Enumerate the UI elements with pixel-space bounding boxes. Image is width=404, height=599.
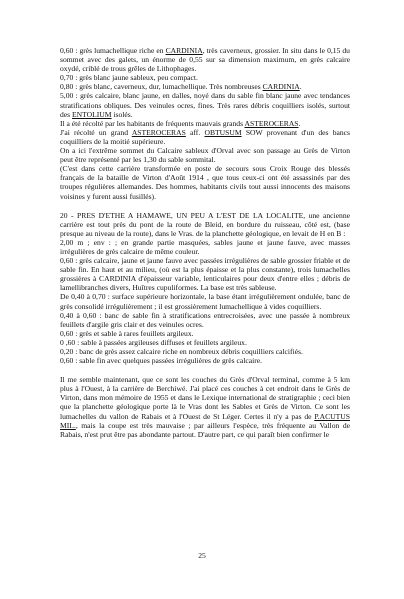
paragraph: 0,20 : banc de grès assez calcaire riche en nombreux débris coquilliers calcifiés. xyxy=(60,347,303,356)
paragraph: Il me semble maintenant, que ce sont les couches du Grès d'Orval terminal, comme à 5 km plus à l'Ouest, à la carrière de Berchiwé. J'ai placé ces couches à cet endroit dans le Grès de Virton, dans mon mémoire de 1955 et dans le Lexique international de stratigraphie ; ceci bien que la planchette géologique porte là le Vras dont les Sables et Grès de Virton. Ce sont les lumachelles du vallon de Rabais et à l'Ouest de St Léger. Certes il n'y a pas de P.ACUTUS MIL., mais la coupe est très mauvaise ; par ailleurs l'espèce, très fréquente au Vallon de Rabais, n'est prut être pas abondante partout. D'autre part, ce qui paraît bien confirmer le xyxy=(60,375,350,439)
paragraph: 2,00 m ; env : ; en grande partie masquées, sables jaune et jaune fauve, avec masses irrégulières de grès calcaire de même couleur. xyxy=(60,237,350,256)
paragraph: J'ai récolté un grand ASTEROCERAS aff. OBTUSUM SOW provenant d'un des bancs coquilliers de la moitié supérieure. xyxy=(60,127,350,146)
paragraph: 0 ,60 : sable à passées argileuses diffuses et feuillets argileux. xyxy=(60,337,247,347)
taxon-name: OBTUSUM xyxy=(204,127,242,137)
paragraph: 0,60 : sable fin avec quelques passées irrégulières de grès calcaire. xyxy=(60,356,262,366)
paragraph: (C'est dans cette carrière transformée en poste de secours sous Croix Rouge des blessés français de la bataille de Virton d'Août 1914 , que tous ceux-ci ont été assassinés par des troupes régulières allemandes. Des hommes, habitants civils tout aussi innocents des maisons voisines y furent aussi fusillés). xyxy=(60,164,350,201)
taxon-name: CARDINIA xyxy=(262,82,300,92)
paragraph: 0,80 : grès blanc, caverneux, dur, lumachellique. Très nombreuses CARDINIA. xyxy=(60,82,302,92)
taxon-name: P.ACUTUS MIL. xyxy=(60,411,350,430)
paragraph: 0,40 à 0,60 : banc de sable fin à stratifications entrecroisées, avec une passée à nombreux feuillets d'argile gris clair et des veinules ocres. xyxy=(60,310,350,329)
spacer xyxy=(60,201,350,211)
spacer xyxy=(60,365,350,375)
paragraph: On a ici l'extrême sommet du Calcaire sableux d'Orval avec son passage au Grès de Virton peut être représenté par les 1,30 du sable sommital. xyxy=(60,146,350,165)
taxon-name: CARDINIA xyxy=(165,46,203,55)
taxon-name: ASTEROCERAS xyxy=(244,118,299,128)
paragraph: De 0,40 à 0,70 : surface supérieure horizontale, la base étant irrégulièrement ondulée, banc de grès consolidé irrégulièrement ; il est grossièrement lumachellique à vides coquilliers. xyxy=(60,292,350,311)
paragraph: 0,60 : grès lumachellique riche en CARDINIA, très caverneux, grossier. In situ dans le 0,15 du sommet avec des galets, un énorme de 0,55 sur sa dimension maximum, en grès calcaire oxydé, criblé de trous grêles de Lithophages. xyxy=(60,46,350,74)
text-column xyxy=(60,46,350,439)
taxon-name: ENTOLIUM xyxy=(72,109,112,119)
paragraph: 0,60 : grès et sable à rares feuillets argileux. xyxy=(60,328,194,338)
section-heading-paragraph: 20 - PRES D'ETHE A HAMAWE, UN PEU A L'EST DE LA LOCALITE, une ancienne carrière est tout près du pont de la route de Bleid, en bordure du ruisseau, côté est, (base presque au niveau de la route), dans le Vras. de la planchette géologique, en levait de H en B : xyxy=(60,210,350,238)
paragraph: 0,60 : grès calcaire, jaune et jaune fauve avec passées irrégulières de sable grossier friable et de sable fin. En haut et au milieu, (où est la plus épaisse et la plus constante), trois lumachelles grossières à CARDINIA d'épaisseur variable, lenticulaires pour deux d'entre elles ; débris de lamellibranches divers, Huîtres cupuliformes. La base est très sableuse. xyxy=(60,256,350,293)
page-number: 25 xyxy=(198,551,206,560)
paragraph: 0,70 : grès blanc jaune sableux, peu compact. xyxy=(60,73,198,83)
paragraph: 5,00 : grès calcaire, blanc jaune, en dalles, noyé dans du sable fin blanc jaune avec tendances stratifications obliques. Des veinules ocres, fines. Très rares débris coquilliers isolés, surtout des ENTOLIUM isolés. xyxy=(60,91,350,119)
taxon-name: ASTEROCERAS xyxy=(131,127,186,137)
paragraph: Il a été récolté par les habitants de fréquents mauvais grands ASTEROCERAS. xyxy=(60,118,301,128)
